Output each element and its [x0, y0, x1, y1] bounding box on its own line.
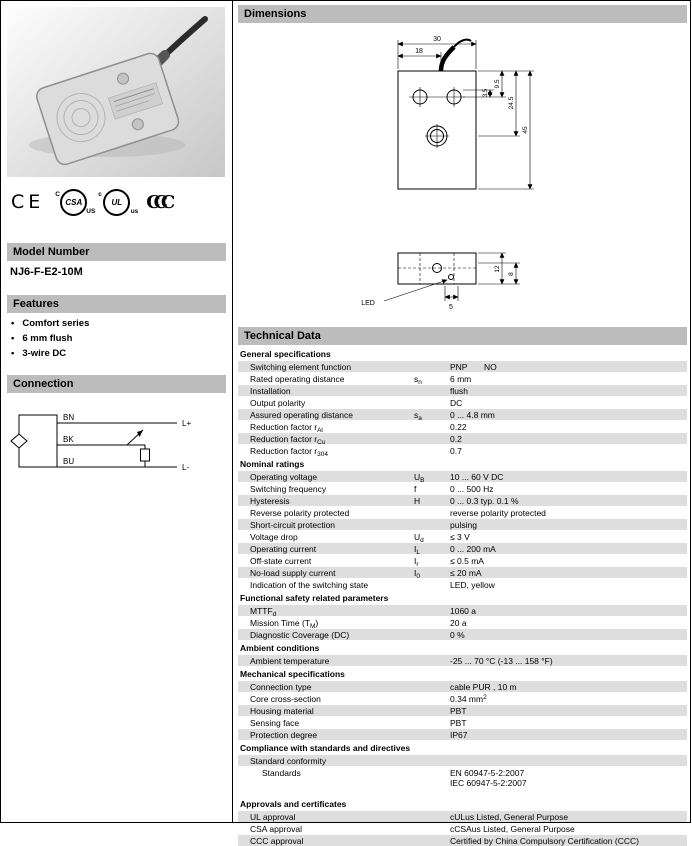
feature-item	[11, 318, 226, 329]
c-label: Switching element function	[250, 361, 352, 372]
c-val: 0.2	[450, 433, 462, 444]
table-row	[238, 445, 687, 456]
dimension-labels	[415, 36, 529, 134]
dim-depth-label: 12	[494, 265, 501, 273]
product-image	[7, 7, 225, 177]
c-label: Assured operating distance	[250, 409, 354, 420]
c-val: EN 60947-5-2:2007 IEC 60947-5-2:2007	[450, 767, 527, 788]
c-val: 0 ... 200 mA	[450, 543, 496, 554]
c-val: cULus Listed, General Purpose	[450, 811, 569, 822]
c-val: ≤ 3 V	[450, 531, 470, 542]
table-row	[238, 693, 687, 704]
table-row	[238, 717, 687, 728]
c-label: Rated operating distance	[250, 373, 345, 384]
dimensions-header: Dimensions	[238, 5, 687, 23]
c-sym: $I_r$	[414, 555, 419, 568]
c-val: 0 ... 0.3 typ. 0.1 %	[450, 495, 519, 506]
c-label: Ambient temperature	[250, 655, 330, 666]
table-row	[238, 811, 687, 822]
csa-suffix-label: US	[86, 207, 96, 215]
c-label: Reverse polarity protected	[250, 507, 350, 518]
table-row	[238, 655, 687, 666]
feature-item-label: 3-wire DC	[22, 348, 67, 359]
c-label: Reduction factor $r_{304}$	[250, 445, 328, 458]
table-row	[238, 605, 687, 616]
led-indicator	[449, 275, 454, 280]
c-sym: f	[414, 483, 417, 494]
c-label: Output polarity	[250, 397, 306, 408]
c-label: Indication of the switching state	[250, 579, 369, 590]
dim-led-offset-label: 5	[449, 304, 453, 311]
dim-hole-top-label: 9.5	[494, 79, 501, 89]
c-label: No-load supply current	[250, 567, 336, 578]
c-label: Mission Time $(T_M)$	[250, 617, 319, 630]
dimension-lines	[398, 40, 534, 189]
table-row	[238, 421, 687, 432]
c-label: UL approval	[250, 811, 296, 822]
c-label: Voltage drop	[250, 531, 298, 542]
c-label: Reduction factor $r_{Cu}$	[250, 433, 326, 446]
right-column	[233, 1, 692, 846]
c-val: 0.22	[450, 421, 467, 432]
table-row	[238, 385, 687, 396]
c-val: PNP NO	[450, 361, 497, 372]
table-section-header: Functional safety related parameters	[240, 593, 389, 603]
table-section-header: Mechanical specifications	[240, 669, 345, 679]
ccc-mark-icon: CCC	[146, 191, 169, 213]
c-sym: $s_n$	[414, 373, 422, 386]
c-label: Standards	[262, 767, 301, 778]
connection-header: Connection	[7, 375, 226, 393]
wiring-labels	[63, 413, 191, 472]
table-row	[238, 361, 687, 372]
c-label: Operating current	[250, 543, 317, 554]
c-val: 0 ... 4.8 mm	[450, 409, 495, 420]
table-row	[238, 681, 687, 692]
left-column	[1, 1, 233, 822]
wire-bk-label: BK	[63, 435, 74, 444]
table-section-header: Compliance with standards and directives	[240, 743, 411, 753]
feature-item	[11, 348, 226, 359]
c-label: Short-circuit protection	[250, 519, 336, 530]
c-label: Connection type	[250, 681, 312, 692]
c-val: 0.7	[450, 445, 462, 456]
c-label: Housing material	[250, 705, 314, 716]
table-row	[238, 823, 687, 834]
table-row	[238, 397, 687, 408]
certification-logos	[7, 185, 226, 219]
table-row	[238, 495, 687, 506]
table-row	[238, 543, 687, 554]
dim-hole-gap-label: 3.5	[483, 88, 489, 98]
ul-prefix-label: c	[98, 190, 102, 198]
dim-width-label: 30	[433, 36, 441, 43]
table-row	[238, 483, 687, 494]
c-val: ≤ 20 mA	[450, 567, 482, 578]
c-label: Installation	[250, 385, 291, 396]
table-row	[238, 409, 687, 420]
terminal-plus-label: L+	[182, 419, 192, 428]
c-val: IP67	[450, 729, 468, 740]
c-val: cable PUR , 10 m	[450, 681, 517, 692]
table-row	[238, 579, 687, 590]
table-row	[238, 629, 687, 640]
terminal-minus-label: L-	[182, 463, 190, 472]
cable-exit	[441, 47, 454, 71]
c-label: $MTTF_d$	[250, 605, 277, 618]
c-val: 10 ... 60 V DC	[450, 471, 504, 482]
table-section-header: General specifications	[240, 349, 331, 359]
c-val: 0.34 $mm^2$	[450, 693, 487, 704]
table-section-header: Approvals and certificates	[240, 799, 347, 809]
table-row	[238, 471, 687, 482]
dim-height-label: 45	[522, 126, 529, 134]
table-row	[238, 767, 687, 788]
c-label: Operating voltage	[250, 471, 318, 482]
table-row	[238, 555, 687, 566]
connection-diagram-svg	[9, 399, 221, 485]
table-row	[238, 705, 687, 716]
features-list	[11, 318, 226, 359]
c-label: CSA approval	[250, 823, 302, 834]
technical-data-table	[238, 347, 687, 846]
c-sym: $I_L$	[414, 543, 420, 556]
c-label: Switching frequency	[250, 483, 327, 494]
side-dimension-lines	[384, 253, 520, 301]
table-row	[238, 617, 687, 628]
ul-mark-label: UL	[111, 197, 123, 207]
table-row	[238, 373, 687, 384]
c-label: Off-state current	[250, 555, 312, 566]
c-label: Diagnostic Coverage (DC)	[250, 629, 350, 640]
c-val: LED, yellow	[450, 579, 495, 590]
c-val: ≤ 0.5 mA	[450, 555, 484, 566]
connection-diagram	[9, 399, 221, 485]
ul-suffix-label: us	[130, 207, 139, 215]
table-row	[238, 433, 687, 444]
model-number-value: NJ6-F-E2-10M	[10, 266, 83, 278]
table-row	[238, 519, 687, 530]
c-val: 0 ... 500 Hz	[450, 483, 494, 494]
ul-mark-icon	[98, 189, 139, 216]
dim-cable-offset-label: 18	[415, 48, 423, 55]
front-view	[398, 40, 476, 189]
features-header: Features	[7, 295, 226, 313]
c-val: PBT	[450, 717, 467, 728]
c-val: 20 a	[450, 617, 467, 628]
c-label: Standard conformity	[250, 755, 327, 766]
c-label: Sensing face	[250, 717, 300, 728]
table-row	[238, 729, 687, 740]
c-label: Core cross-section	[250, 693, 321, 704]
c-val: 6 mm	[450, 373, 472, 384]
c-val: PBT	[450, 705, 467, 716]
table-row	[238, 507, 687, 518]
c-label: Hysteresis	[250, 495, 290, 506]
c-sym: $U_d$	[414, 531, 424, 544]
dim-led-height-label: 8	[508, 272, 515, 276]
wire-bn-label: BN	[63, 413, 75, 422]
c-val: pulsing	[450, 519, 477, 530]
csa-prefix-label: C	[55, 190, 60, 198]
table-section-header: Nominal ratings	[240, 459, 305, 469]
c-val: reverse polarity protected	[450, 507, 546, 518]
c-sym: $U_B$	[414, 471, 425, 484]
side-view	[398, 253, 476, 284]
ce-mark-icon: CE	[11, 191, 45, 213]
product-photo-illustration	[7, 7, 225, 177]
c-val: -25 ... 70 °C (-13 ... 158 °F)	[450, 655, 553, 666]
csa-mark-label: CSA	[65, 197, 83, 207]
dim-face-center-label: 24.5	[508, 96, 515, 110]
table-row	[238, 755, 687, 766]
feature-item	[11, 333, 226, 344]
c-label: Reduction factor $r_{Al}$	[250, 421, 323, 434]
c-val: 0 %	[450, 629, 465, 640]
table-row	[238, 835, 687, 846]
wiring-lines	[11, 415, 177, 467]
wire-bu-label: BU	[63, 457, 75, 466]
table-row	[238, 531, 687, 542]
technical-data-header: Technical Data	[238, 327, 687, 345]
c-val: 1060 a	[450, 605, 476, 616]
c-val: cCSAus Listed, General Purpose	[450, 823, 575, 834]
led-label: LED	[361, 300, 375, 307]
c-label: CCC approval	[250, 835, 304, 846]
table-row	[238, 567, 687, 578]
feature-item-label: Comfort series	[22, 318, 90, 329]
c-val: DC	[450, 397, 463, 408]
c-val: Certified by China Compulsory Certification (CCC)	[450, 835, 639, 846]
c-sym: $s_a$	[414, 409, 422, 422]
c-sym: H	[414, 495, 421, 506]
c-val: flush	[450, 385, 468, 396]
table-section-header: Ambient conditions	[240, 643, 320, 653]
feature-item-label: 6 mm flush	[22, 333, 73, 344]
model-number-header: Model Number	[7, 243, 226, 261]
dimension-drawing-svg	[238, 25, 687, 325]
c-sym: $I_0$	[414, 567, 420, 580]
dimension-drawing	[238, 25, 687, 325]
c-label: Protection degree	[250, 729, 318, 740]
csa-mark-icon	[55, 189, 96, 216]
